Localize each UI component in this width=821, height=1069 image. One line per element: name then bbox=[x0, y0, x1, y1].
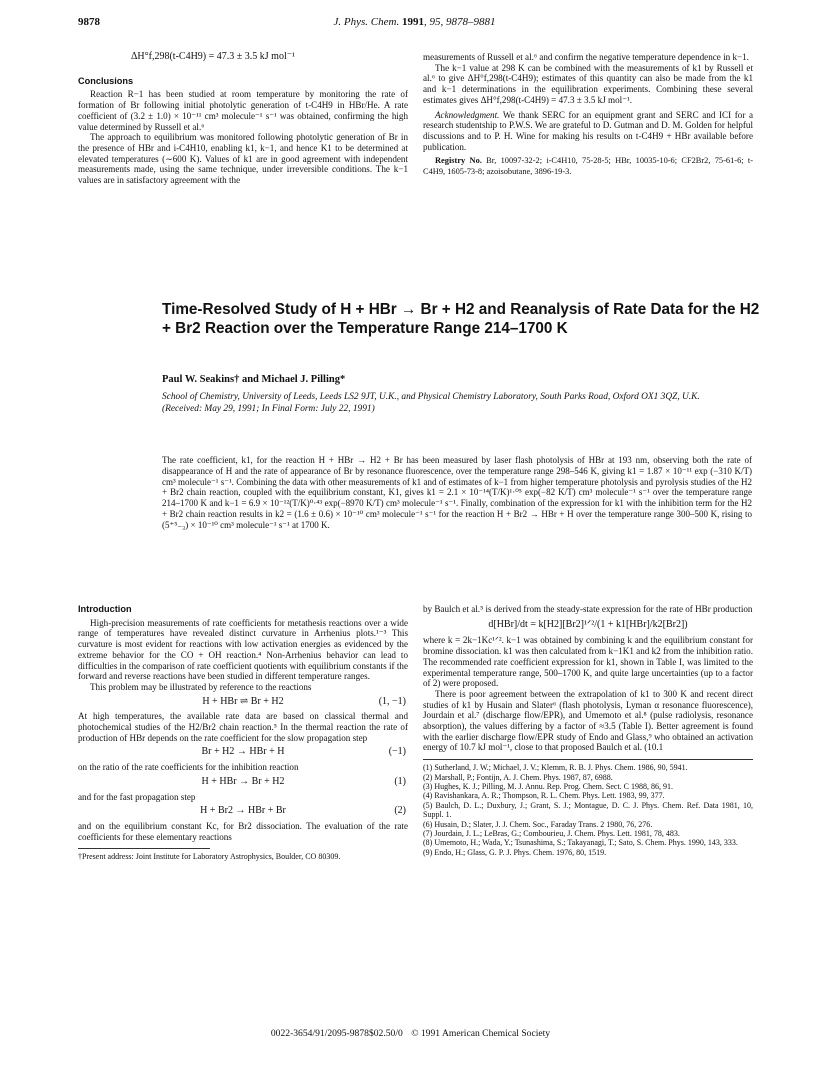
equation-3 bbox=[78, 773, 408, 792]
conclusions-paragraph-1: Reaction R−1 has been studied at room temperature by monitoring the rate of formation of Br following initial photolytic generation of t-C4H9 in HBr/He. A rate coefficient of (3.2 ± 1.0) × 10⁻¹¹ cm³ molecule⁻¹ s⁻¹ was obtained, confirming the high value determined by Russell et al.⁶ bbox=[78, 89, 408, 132]
intro-paragraph-6: and on the equilibrium constant Kc, for Br2 dissociation. The evaluation of the rate coefficients for these elementary reactions bbox=[78, 820, 408, 842]
prev-article-right-column bbox=[423, 52, 753, 178]
reference-item: (6) Husain, D.; Slater, J. J. Chem. Soc., Faraday Trans. 2 1980, 76, 276. bbox=[423, 819, 653, 829]
article-code: 0022-3654/91/2095-9878$02.50/0 bbox=[270, 1028, 403, 1039]
prev-right-paragraph-1: measurements of Russell et al.⁶ and confirm the negative temperature dependence in k−1. bbox=[423, 52, 749, 62]
reference-item: (4) Ravishankara, A. R.; Thompson, R. L. Chem. Phys. Lett. 1983, 99, 377. bbox=[423, 791, 665, 801]
registry-text: Br, 10097-32-2; i-C4H10, 75-28-5; HBr, 10035-10-6; CF2Br2, 75-61-6; t-C4H9, 1605-73-8; azoisobutane, 3896-19-3. bbox=[423, 156, 754, 177]
intro-paragraph-5: and for the fast propagation step bbox=[78, 791, 196, 802]
intro-right-paragraph-1: by Baulch et al.⁵ is derived from the steady-state expression for the rate of HBr production bbox=[423, 604, 753, 614]
equation-3-number: (1) bbox=[394, 775, 406, 787]
equation-4-number: (2) bbox=[394, 805, 406, 817]
page-number: 9878 bbox=[78, 16, 100, 28]
article-authors: Paul W. Seakins† and Michael J. Pilling* bbox=[162, 374, 346, 385]
reference-item: (1) Sutherland, J. W.; Michael, J. V.; Klemm, R. B. J. Phys. Chem. 1986, 90, 5941. bbox=[423, 763, 688, 773]
intro-paragraph-1: High-precision measurements of rate coefficients for metathesis reactions over a wide range of temperatures have revealed distinct curvature in Arrhenius plots.¹⁻³ This curvature is most evident for reactions with low activation energies as evidenced by the extreme behavior for the CO + OH reaction.⁴ Non-Arrhenius behavior can lead to difficulties in the comparison of rate coefficient quotients with equilibrium constants if the forward and reverse reactions have been studied in different temperature ranges. bbox=[78, 617, 408, 682]
article-title: Time-Resolved Study of H + HBr → Br + H2 and Reanalysis of Rate Data for the H2 + Br2 Reaction over the Temperature Range 214–1700 K bbox=[162, 301, 760, 337]
references-list bbox=[423, 763, 753, 857]
prev-right-paragraph-2: The k−1 value at 298 K can be combined with the measurements of k1 by Russell et al.⁶ to give ΔH°f,298(t-C4H9); estimates of this quantity can also be made from the k1 and k−1 determinations in the equilibration experiments. Combining these several estimates gives ΔH°f,298(t-C4H9) = 47.3 ± 3.5 kJ mol⁻¹. bbox=[423, 62, 753, 105]
intro-right-column bbox=[423, 604, 753, 857]
volume-pages: , 95, 9878–9881 bbox=[423, 16, 496, 28]
references-divider bbox=[423, 759, 753, 760]
equation-3-text: H + HBr → Br + H2 bbox=[201, 775, 285, 787]
enthalpy-equation: ΔH°f,298(t-C4H9) = 47.3 ± 3.5 kJ mol⁻¹ bbox=[131, 51, 295, 62]
equation-4-text: H + Br2 → HBr + Br bbox=[200, 805, 286, 817]
conclusions-heading: Conclusions bbox=[78, 75, 134, 86]
reference-item: (3) Hughes, K. J.; Pilling, M. J. Annu. Rep. Prog. Chem. Sect. C 1988, 86, 91. bbox=[423, 781, 674, 791]
reference-item: (7) Jourdain, J. L.; LeBras, G.; Combourieu, J. Chem. Phys. Lett. 1981, 78, 483. bbox=[423, 828, 680, 838]
intro-left-column bbox=[78, 604, 408, 862]
running-header bbox=[78, 16, 751, 32]
reference-item: (8) Umemoto, H.; Wada, Y.; Tsunashima, S.; Takayanagi, T.; Sato, S. Chem. Phys. 1990, 143, 333. bbox=[423, 838, 738, 848]
reference-item: (5) Baulch, D. L.; Duxbury, J.; Grant, S. J.; Montague, D. C. J. Phys. Chem. Ref. Data 1981, 10, Suppl. 1. bbox=[423, 800, 753, 820]
prev-article-left-column bbox=[78, 52, 408, 186]
equation-2-text: Br + H2 → HBr + H bbox=[201, 746, 285, 758]
article-abstract: The rate coefficient, k1, for the reaction H + HBr → H2 + Br has been measured by laser flash photolysis of HBr at 193 nm, observing both the rate of disappearance of H and the rate of appearance of Br by resonance fluorescence, over the temperature range 298–546 K, giving k1 = 1.87 × 10⁻¹¹ exp (−310 K/T) cm³ molecule⁻¹ s⁻¹. Combining the data with other measurements of k1 and of estimates of k−1 from higher temperature photolysis and pyrolysis studies of the H2 + Br2 chain reaction, coupled with the equilibrium constant, K1, gives k1 = 2.1 × 10⁻¹⁴(T/K)¹·⁰⁵ exp(−82 K/T) cm³ molecule⁻¹ s⁻¹ over the temperature range 214–1700 K and k−1 = 6.9 × 10⁻¹²(T/K)⁰·⁴³ exp(−8970 K/T) cm³ molecule⁻¹ s⁻¹. Finally, combination of the expression for k1 with the inhibition term for the H2 + Br2 chain reaction results in k2 = (1.6 ± 0.6) × 10⁻¹⁰ cm³ molecule⁻¹ s⁻¹ for the reaction H + Br2 → HBr + H over the temperature range 300–500 K, rising to (5⁺⁵₋₃) × 10⁻¹⁰ cm³ molecule⁻¹ s⁻¹ at 1700 K. bbox=[162, 455, 752, 530]
equation-1-number: (1, −1) bbox=[378, 695, 406, 707]
journal-name: J. Phys. Chem. bbox=[333, 16, 400, 28]
acknowledgment-text: We thank SERC for an equipment grant and SERC and ICI for a research studentship to P.W.S. We are grateful to D. Gutman and D. M. Golden for helpful discussions and to P. H. Wine for making his results on t-C4H9 + HBr available before publication. bbox=[423, 109, 753, 152]
equation-2 bbox=[78, 743, 408, 762]
acknowledgment bbox=[423, 110, 753, 153]
present-address-footnote: †Present address: Joint Institute for Laboratory Astrophysics, Boulder, CO 80309. bbox=[78, 852, 341, 862]
acknowledgment-label: Acknowledgment. bbox=[435, 109, 500, 120]
copyright-notice: © 1991 American Chemical Society bbox=[411, 1028, 551, 1039]
intro-paragraph-4: on the ratio of the rate coefficients for the inhibition reaction bbox=[78, 762, 299, 773]
intro-right-paragraph-2: where k = 2k−1Kc¹ᐟ². k−1 was obtained by combining k and the equilibrium constant for bromine dissociation. k1 was then calculated from k−1K1 and k2 from the inhibition ratio. The recommended rate coefficient expression for k1, shown in Table I, was limited to the experimental temperature range, 500–1700 K, and quite large uncertainties (up to a factor of 2) were proposed. bbox=[423, 635, 753, 689]
conclusions-paragraph-2: The approach to equilibrium was monitored following photolytic generation of Br in the presence of HBr and i-C4H10, enabling k1, k−1, and hence K1 to be determined at elevated temperatures (∼600 K). Values of k1 are in good agreement with independent measurements made, using the same technique, under irreversible conditions. The k−1 values are in satisfactory agreement with the bbox=[78, 132, 408, 186]
equation-2-number: (−1) bbox=[388, 746, 406, 758]
reference-item: (9) Endo, H.; Glass, G. P. J. Phys. Chem. 1976, 80, 1519. bbox=[423, 847, 607, 857]
journal-year: 1991 bbox=[401, 16, 424, 28]
footnote-divider bbox=[78, 848, 210, 849]
registry-numbers bbox=[423, 156, 753, 177]
introduction-heading: Introduction bbox=[78, 604, 132, 614]
article-affiliation: School of Chemistry, University of Leeds, Leeds LS2 9JT, U.K., and Physical Chemistry Laboratory, South Parks Road, Oxford OX1 3QZ, U.K. (Received: May 29, 1991; In Final Form: July 22, 1991) bbox=[162, 392, 700, 414]
registry-label: Registry No. bbox=[435, 156, 482, 166]
page-footer bbox=[0, 1028, 821, 1039]
intro-right-paragraph-3: There is poor agreement between the extrapolation of k1 to 300 K and recent direct studies of k1 by Husain and Slater⁶ (flash photolysis, Lyman α resonance fluorescence), Jourdain et al.⁷ (discharge flow/EPR), and Umemoto et al.⁸ (pulse radiolysis, resonance absorption), the values differing by a factor of ≈3.5 (Table I). Better agreement is found with the earlier discharge flow/EPR study of Endo and Glass,⁹ who obtained an activation energy of 10.7 kJ mol⁻¹, close to that proposed Baulch et al. (10.1 bbox=[423, 688, 753, 753]
equation-1 bbox=[78, 693, 408, 712]
rate-equation: d[HBr]/dt = k[H2][Br2]¹ᐟ²/(1 + k1[HBr]/k2[Br2]) bbox=[488, 618, 688, 630]
reference-item: (2) Marshall, P.; Fontijn, A. J. Chem. Phys. 1987, 87, 6988. bbox=[423, 772, 613, 782]
equation-1-text: H + HBr ⇌ Br + H2 bbox=[202, 695, 284, 707]
intro-paragraph-3: At high temperatures, the available rate data are based on classical thermal and photochemical studies of the H2/Br2 chain reaction.⁵ In the thermal reaction the rate of production of HBr depends on the rate coefficient for the slow propagation step bbox=[78, 711, 408, 743]
journal-citation bbox=[78, 16, 751, 28]
intro-paragraph-2: This problem may be illustrated by reference to the reactions bbox=[90, 681, 312, 692]
equation-4 bbox=[78, 802, 408, 821]
